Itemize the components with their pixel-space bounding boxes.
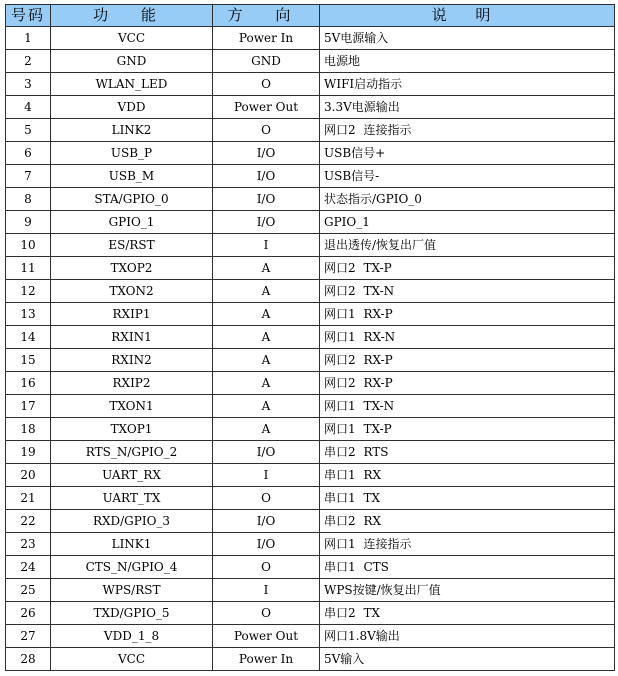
pin-number-cell: 15	[6, 349, 51, 372]
table-row	[6, 556, 615, 579]
pin-number-cell: 20	[6, 464, 51, 487]
pin-number-cell: 28	[6, 648, 51, 671]
pin-direction-cell: A	[213, 326, 320, 349]
pin-direction-cell: O	[213, 602, 320, 625]
pin-description-cell: 3.3V电源输出	[320, 96, 615, 119]
table-row	[6, 510, 615, 533]
pin-number-cell: 18	[6, 418, 51, 441]
pin-direction-cell: I/O	[213, 188, 320, 211]
pin-number-cell: 9	[6, 211, 51, 234]
pin-direction-cell: A	[213, 303, 320, 326]
table-row	[6, 625, 615, 648]
pin-direction-cell: I/O	[213, 165, 320, 188]
pin-function-cell: VCC	[51, 27, 213, 50]
pin-function-cell: TXD/GPIO_5	[51, 602, 213, 625]
pin-description-cell: 串口2 RTS	[320, 441, 615, 464]
pin-function-cell: RXIP1	[51, 303, 213, 326]
pin-description-cell: 串口1 CTS	[320, 556, 615, 579]
header-number: 号码	[6, 5, 51, 27]
pin-number-cell: 4	[6, 96, 51, 119]
pin-direction-cell: Power Out	[213, 625, 320, 648]
pin-function-cell: CTS_N/GPIO_4	[51, 556, 213, 579]
pin-number-cell: 3	[6, 73, 51, 96]
pin-direction-cell: I	[213, 234, 320, 257]
pin-number-cell: 6	[6, 142, 51, 165]
pin-function-cell: LINK1	[51, 533, 213, 556]
header-direction: 方 向	[213, 5, 320, 27]
pin-direction-cell: I/O	[213, 441, 320, 464]
pin-function-cell: RXD/GPIO_3	[51, 510, 213, 533]
pin-number-cell: 19	[6, 441, 51, 464]
table-row	[6, 303, 615, 326]
pin-direction-cell: A	[213, 372, 320, 395]
pin-description-cell: USB信号-	[320, 165, 615, 188]
pin-description-cell: USB信号+	[320, 142, 615, 165]
pin-direction-cell: O	[213, 73, 320, 96]
table-row	[6, 395, 615, 418]
table-row	[6, 579, 615, 602]
table-row	[6, 533, 615, 556]
table-row	[6, 165, 615, 188]
pin-description-cell: 网口2 连接指示	[320, 119, 615, 142]
pin-direction-cell: I	[213, 579, 320, 602]
pin-number-cell: 13	[6, 303, 51, 326]
pin-description-cell: 网口2 TX-N	[320, 280, 615, 303]
table-row	[6, 464, 615, 487]
table-row	[6, 487, 615, 510]
pin-number-cell: 8	[6, 188, 51, 211]
pin-function-cell: WLAN_LED	[51, 73, 213, 96]
pin-direction-cell: A	[213, 280, 320, 303]
pin-function-cell: USB_M	[51, 165, 213, 188]
pin-number-cell: 21	[6, 487, 51, 510]
pin-function-cell: TXON2	[51, 280, 213, 303]
pin-function-cell: STA/GPIO_0	[51, 188, 213, 211]
pin-direction-cell: Power In	[213, 27, 320, 50]
pin-number-cell: 23	[6, 533, 51, 556]
pin-direction-cell: A	[213, 395, 320, 418]
pin-number-cell: 10	[6, 234, 51, 257]
pin-function-cell: GND	[51, 50, 213, 73]
pin-function-cell: TXON1	[51, 395, 213, 418]
table-row	[6, 234, 615, 257]
pin-direction-cell: GND	[213, 50, 320, 73]
pin-description-cell: WIFI启动指示	[320, 73, 615, 96]
header-row	[6, 5, 615, 27]
table-row	[6, 211, 615, 234]
pin-direction-cell: I/O	[213, 510, 320, 533]
pin-description-cell: 退出透传/恢复出厂值	[320, 234, 615, 257]
pin-number-cell: 17	[6, 395, 51, 418]
pin-description-cell: 串口1 TX	[320, 487, 615, 510]
table-row	[6, 119, 615, 142]
header-description: 说 明	[320, 5, 615, 27]
pin-function-cell: VDD	[51, 96, 213, 119]
pin-description-cell: 电源地	[320, 50, 615, 73]
table-row	[6, 280, 615, 303]
pin-direction-cell: I/O	[213, 142, 320, 165]
table-row	[6, 188, 615, 211]
pin-direction-cell: Power Out	[213, 96, 320, 119]
pin-function-cell: RXIN2	[51, 349, 213, 372]
pin-function-cell: LINK2	[51, 119, 213, 142]
pin-description-cell: 网口2 RX-P	[320, 349, 615, 372]
pin-description-cell: 5V输入	[320, 648, 615, 671]
table-body	[6, 27, 615, 671]
table-row	[6, 142, 615, 165]
pin-direction-cell: Power In	[213, 648, 320, 671]
pin-direction-cell: A	[213, 257, 320, 280]
pin-description-cell: 网口1 TX-P	[320, 418, 615, 441]
table-row	[6, 441, 615, 464]
pin-direction-cell: O	[213, 487, 320, 510]
pin-function-cell: TXOP1	[51, 418, 213, 441]
pin-definition-table	[5, 4, 615, 671]
pin-number-cell: 12	[6, 280, 51, 303]
pin-direction-cell: I	[213, 464, 320, 487]
pin-description-cell: 网口2 RX-P	[320, 372, 615, 395]
table-header	[6, 5, 615, 27]
pin-function-cell: UART_TX	[51, 487, 213, 510]
pin-number-cell: 16	[6, 372, 51, 395]
pin-function-cell: VDD_1_8	[51, 625, 213, 648]
pin-number-cell: 24	[6, 556, 51, 579]
pin-description-cell: 串口1 RX	[320, 464, 615, 487]
header-function: 功 能	[51, 5, 213, 27]
pin-function-cell: RXIN1	[51, 326, 213, 349]
pin-description-cell: 网口2 TX-P	[320, 257, 615, 280]
pin-function-cell: TXOP2	[51, 257, 213, 280]
pin-function-cell: WPS/RST	[51, 579, 213, 602]
pin-direction-cell: I/O	[213, 211, 320, 234]
pin-direction-cell: O	[213, 556, 320, 579]
pin-direction-cell: A	[213, 418, 320, 441]
pin-number-cell: 22	[6, 510, 51, 533]
table-row	[6, 349, 615, 372]
pin-description-cell: 串口2 TX	[320, 602, 615, 625]
pin-function-cell: USB_P	[51, 142, 213, 165]
pin-description-cell: WPS按键/恢复出厂值	[320, 579, 615, 602]
pin-description-cell: 串口2 RX	[320, 510, 615, 533]
pin-direction-cell: O	[213, 119, 320, 142]
table-row	[6, 602, 615, 625]
table-row	[6, 27, 615, 50]
table-row	[6, 418, 615, 441]
pin-direction-cell: A	[213, 349, 320, 372]
pin-description-cell: 网口1 连接指示	[320, 533, 615, 556]
pin-function-cell: ES/RST	[51, 234, 213, 257]
pin-description-cell: 网口1 RX-N	[320, 326, 615, 349]
pin-function-cell: RTS_N/GPIO_2	[51, 441, 213, 464]
pin-description-cell: 网口1 RX-P	[320, 303, 615, 326]
pin-number-cell: 1	[6, 27, 51, 50]
pin-description-cell: 状态指示/GPIO_0	[320, 188, 615, 211]
pin-number-cell: 2	[6, 50, 51, 73]
table-row	[6, 257, 615, 280]
pin-number-cell: 11	[6, 257, 51, 280]
table-row	[6, 326, 615, 349]
pin-number-cell: 25	[6, 579, 51, 602]
table-row	[6, 50, 615, 73]
pin-description-cell: 网口1 TX-N	[320, 395, 615, 418]
pin-number-cell: 7	[6, 165, 51, 188]
table-row	[6, 372, 615, 395]
pin-description-cell: 5V电源输入	[320, 27, 615, 50]
pin-direction-cell: I/O	[213, 533, 320, 556]
pin-function-cell: RXIP2	[51, 372, 213, 395]
pin-function-cell: VCC	[51, 648, 213, 671]
pin-number-cell: 27	[6, 625, 51, 648]
pin-function-cell: UART_RX	[51, 464, 213, 487]
pin-number-cell: 14	[6, 326, 51, 349]
pin-number-cell: 26	[6, 602, 51, 625]
pin-description-cell: GPIO_1	[320, 211, 615, 234]
pin-description-cell: 网口1.8V输出	[320, 625, 615, 648]
table-row	[6, 648, 615, 671]
pin-function-cell: GPIO_1	[51, 211, 213, 234]
table-row	[6, 96, 615, 119]
table-row	[6, 73, 615, 96]
pin-number-cell: 5	[6, 119, 51, 142]
